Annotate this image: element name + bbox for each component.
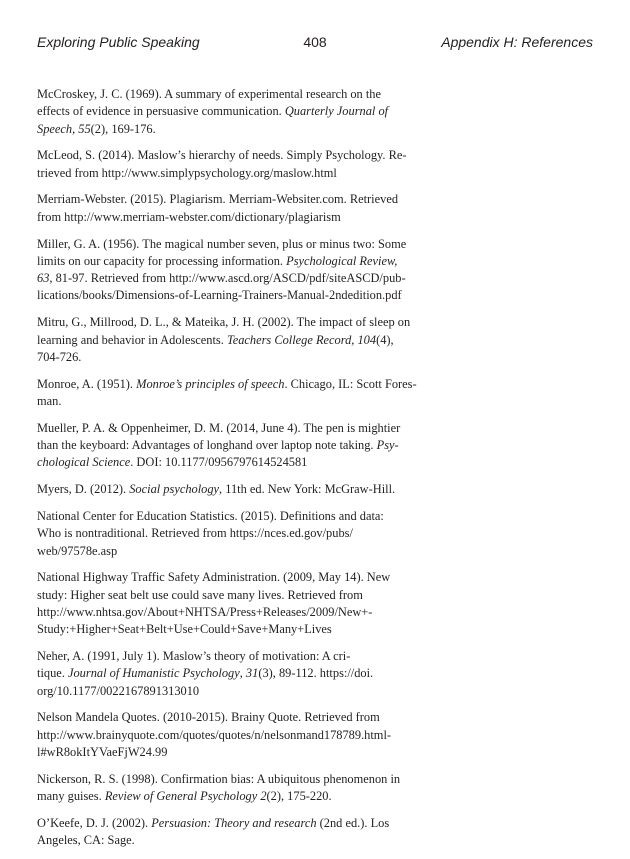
- reference-text: Merriam-Webster. (2015). Plagiarism. Merriam-Websiter.com. Retrieved: [37, 192, 399, 207]
- reference-text: Myers, D. (2012).: [37, 482, 130, 497]
- reference-text: ,: [239, 666, 246, 681]
- reference-italic-text: Psy-: [376, 438, 399, 453]
- reference-text: Study:+Higher+Seat+Belt+Use+Could+Save+Many+Lives: [37, 622, 332, 637]
- reference-entry: [37, 508, 437, 560]
- reference-line: [37, 314, 437, 331]
- reference-line: [37, 508, 437, 525]
- reference-entry: [37, 86, 437, 138]
- reference-line: [37, 236, 437, 253]
- reference-line: [37, 103, 437, 120]
- reference-text: . Chicago, IL: Scott Fores-: [284, 376, 417, 391]
- reference-text: National Center for Education Statistics. (2015). Definitions and data:: [37, 508, 384, 523]
- reference-text: (2), 175-220.: [266, 789, 332, 804]
- reference-text: . DOI: 10.1177/0956797614524581: [130, 455, 308, 470]
- reference-line: [37, 481, 437, 498]
- reference-line: [37, 771, 437, 788]
- reference-line: [37, 86, 437, 103]
- reference-italic-text: Review of General Psychology 2: [104, 789, 267, 804]
- reference-italic-text: Quarterly Journal of: [284, 104, 389, 119]
- reference-line: [37, 376, 437, 393]
- reference-text: l#wR8okItYVaeFjW24.99: [37, 745, 168, 759]
- reference-text: (2), 169-176.: [90, 121, 156, 136]
- reference-text: Angeles, CA: Sage.: [37, 833, 135, 848]
- reference-text: web/97578e.asp: [37, 543, 118, 558]
- reference-text: Nickerson, R. S. (1998). Confirmation bias: A ubiquitous phenomenon in: [37, 771, 401, 786]
- reference-line: [37, 349, 437, 366]
- reference-line: [37, 332, 437, 349]
- reference-text: Who is nontraditional. Retrieved from https://nces.ed.gov/pubs/: [37, 526, 353, 541]
- reference-italic-text: Persuasion: Theory and research: [151, 815, 317, 830]
- reference-line: [37, 543, 437, 560]
- reference-italic-text: Psychological Review,: [286, 253, 398, 268]
- reference-line: [37, 815, 437, 832]
- reference-text: trieved from http://www.simplypsychology.org/maslow.html: [37, 165, 337, 180]
- reference-text: Neher, A. (1991, July 1). Maslow’s theory of motivation: A cri-: [37, 649, 351, 664]
- reference-text: McLeod, S. (2014). Maslow’s hierarchy of needs. Simply Psychology. Re-: [37, 148, 407, 163]
- reference-text: , 11th ed. New York: McGraw-Hill.: [219, 482, 396, 497]
- reference-italic-text: Speech, 55: [37, 121, 91, 136]
- reference-text: Mueller, P. A. & Oppenheimer, D. M. (2014, June 4). The pen is mightier: [37, 420, 401, 435]
- reference-line: [37, 709, 437, 726]
- reference-line: [37, 165, 437, 182]
- reference-text: from http://www.merriam-webster.com/dictionary/plagiarism: [37, 209, 341, 224]
- reference-list: [37, 86, 437, 859]
- reference-text: man.: [37, 393, 62, 408]
- reference-text: org/10.1177/0022167891313010: [37, 683, 200, 698]
- reference-entry: [37, 236, 437, 305]
- reference-text: Nelson Mandela Quotes. (2010-2015). Brainy Quote. Retrieved from: [37, 710, 380, 725]
- reference-line: [37, 569, 437, 586]
- reference-entry: [37, 648, 437, 700]
- reference-line: [37, 788, 437, 805]
- reference-line: [37, 253, 437, 270]
- reference-text: O’Keefe, D. J. (2002).: [37, 815, 152, 830]
- reference-text: Miller, G. A. (1956). The magical number seven, plus or minus two: Some: [37, 236, 407, 251]
- reference-text: National Highway Traffic Safety Administration. (2009, May 14). New: [37, 570, 391, 585]
- reference-text: lications/books/Dimensions-of-Learning-Trainers-Manual-2ndedition.pdf: [37, 288, 402, 303]
- reference-text: (3), 89-112. https://doi.: [258, 666, 374, 681]
- reference-text: http://www.brainyquote.com/quotes/quotes/n/nelsonmand178789.html-: [37, 727, 392, 742]
- reference-line: [37, 832, 437, 849]
- reference-line: [37, 648, 437, 665]
- reference-italic-text: Social psychology: [129, 482, 220, 497]
- reference-text: than the keyboard: Advantages of longhand over laptop note taking.: [37, 438, 377, 453]
- reference-line: [37, 683, 437, 700]
- reference-line: [37, 420, 437, 437]
- reference-line: [37, 727, 437, 744]
- reference-text: http://www.nhtsa.gov/About+NHTSA/Press+Releases/2009/New+-: [37, 604, 373, 619]
- book-title: Exploring Public Speaking: [37, 34, 200, 50]
- reference-text: study: Higher seat belt use could save many lives. Retrieved from: [37, 587, 363, 602]
- reference-italic-text: chological Science: [37, 455, 131, 470]
- reference-italic-text: 31: [245, 666, 259, 681]
- reference-line: [37, 287, 437, 304]
- reference-line: [37, 147, 437, 164]
- reference-text: limits on our capacity for processing information.: [37, 253, 287, 268]
- reference-entry: [37, 815, 437, 850]
- reference-line: [37, 454, 437, 471]
- reference-text: , 81-97. Retrieved from http://www.ascd.org/ASCD/pdf/siteASCD/pub-: [49, 271, 406, 286]
- reference-line: [37, 604, 437, 621]
- reference-text: (2nd ed.). Los: [316, 815, 390, 830]
- reference-entry: [37, 191, 437, 226]
- section-title: Appendix H: References: [441, 34, 593, 50]
- reference-entry: [37, 420, 437, 472]
- reference-line: [37, 121, 437, 138]
- reference-italic-text: Journal of Humanistic Psychology: [67, 666, 240, 681]
- reference-text: effects of evidence in persuasive communication.: [37, 104, 285, 119]
- reference-text: 704-726.: [37, 349, 82, 364]
- reference-entry: [37, 569, 437, 638]
- reference-text: Monroe, A. (1951).: [37, 376, 137, 391]
- reference-line: [37, 665, 437, 682]
- reference-line: [37, 525, 437, 542]
- page-header: [37, 34, 593, 54]
- reference-line: [37, 270, 437, 287]
- reference-text: learning and behavior in Adolescents.: [37, 332, 227, 347]
- reference-entry: [37, 376, 437, 411]
- reference-line: [37, 393, 437, 410]
- reference-line: [37, 587, 437, 604]
- reference-text: tique.: [37, 666, 68, 681]
- reference-text: McCroskey, J. C. (1969). A summary of experimental research on the: [37, 87, 381, 101]
- reference-text: Mitru, G., Millrood, D. L., & Mateika, J. H. (2002). The impact of sleep on: [37, 315, 411, 330]
- reference-entry: [37, 771, 437, 806]
- reference-entry: [37, 709, 437, 761]
- page-number: 408: [303, 34, 327, 50]
- reference-text: (4),: [376, 332, 394, 347]
- reference-line: [37, 744, 437, 761]
- reference-italic-text: Monroe’s principles of speech: [136, 376, 285, 391]
- reference-entry: [37, 314, 437, 366]
- reference-entry: [37, 481, 437, 498]
- reference-line: [37, 621, 437, 638]
- reference-text: many guises.: [37, 789, 105, 804]
- reference-italic-text: Teachers College Record, 104: [226, 332, 377, 347]
- reference-italic-text: 63: [37, 271, 50, 286]
- reference-line: [37, 437, 437, 454]
- reference-line: [37, 191, 437, 208]
- reference-entry: [37, 147, 437, 182]
- reference-line: [37, 209, 437, 226]
